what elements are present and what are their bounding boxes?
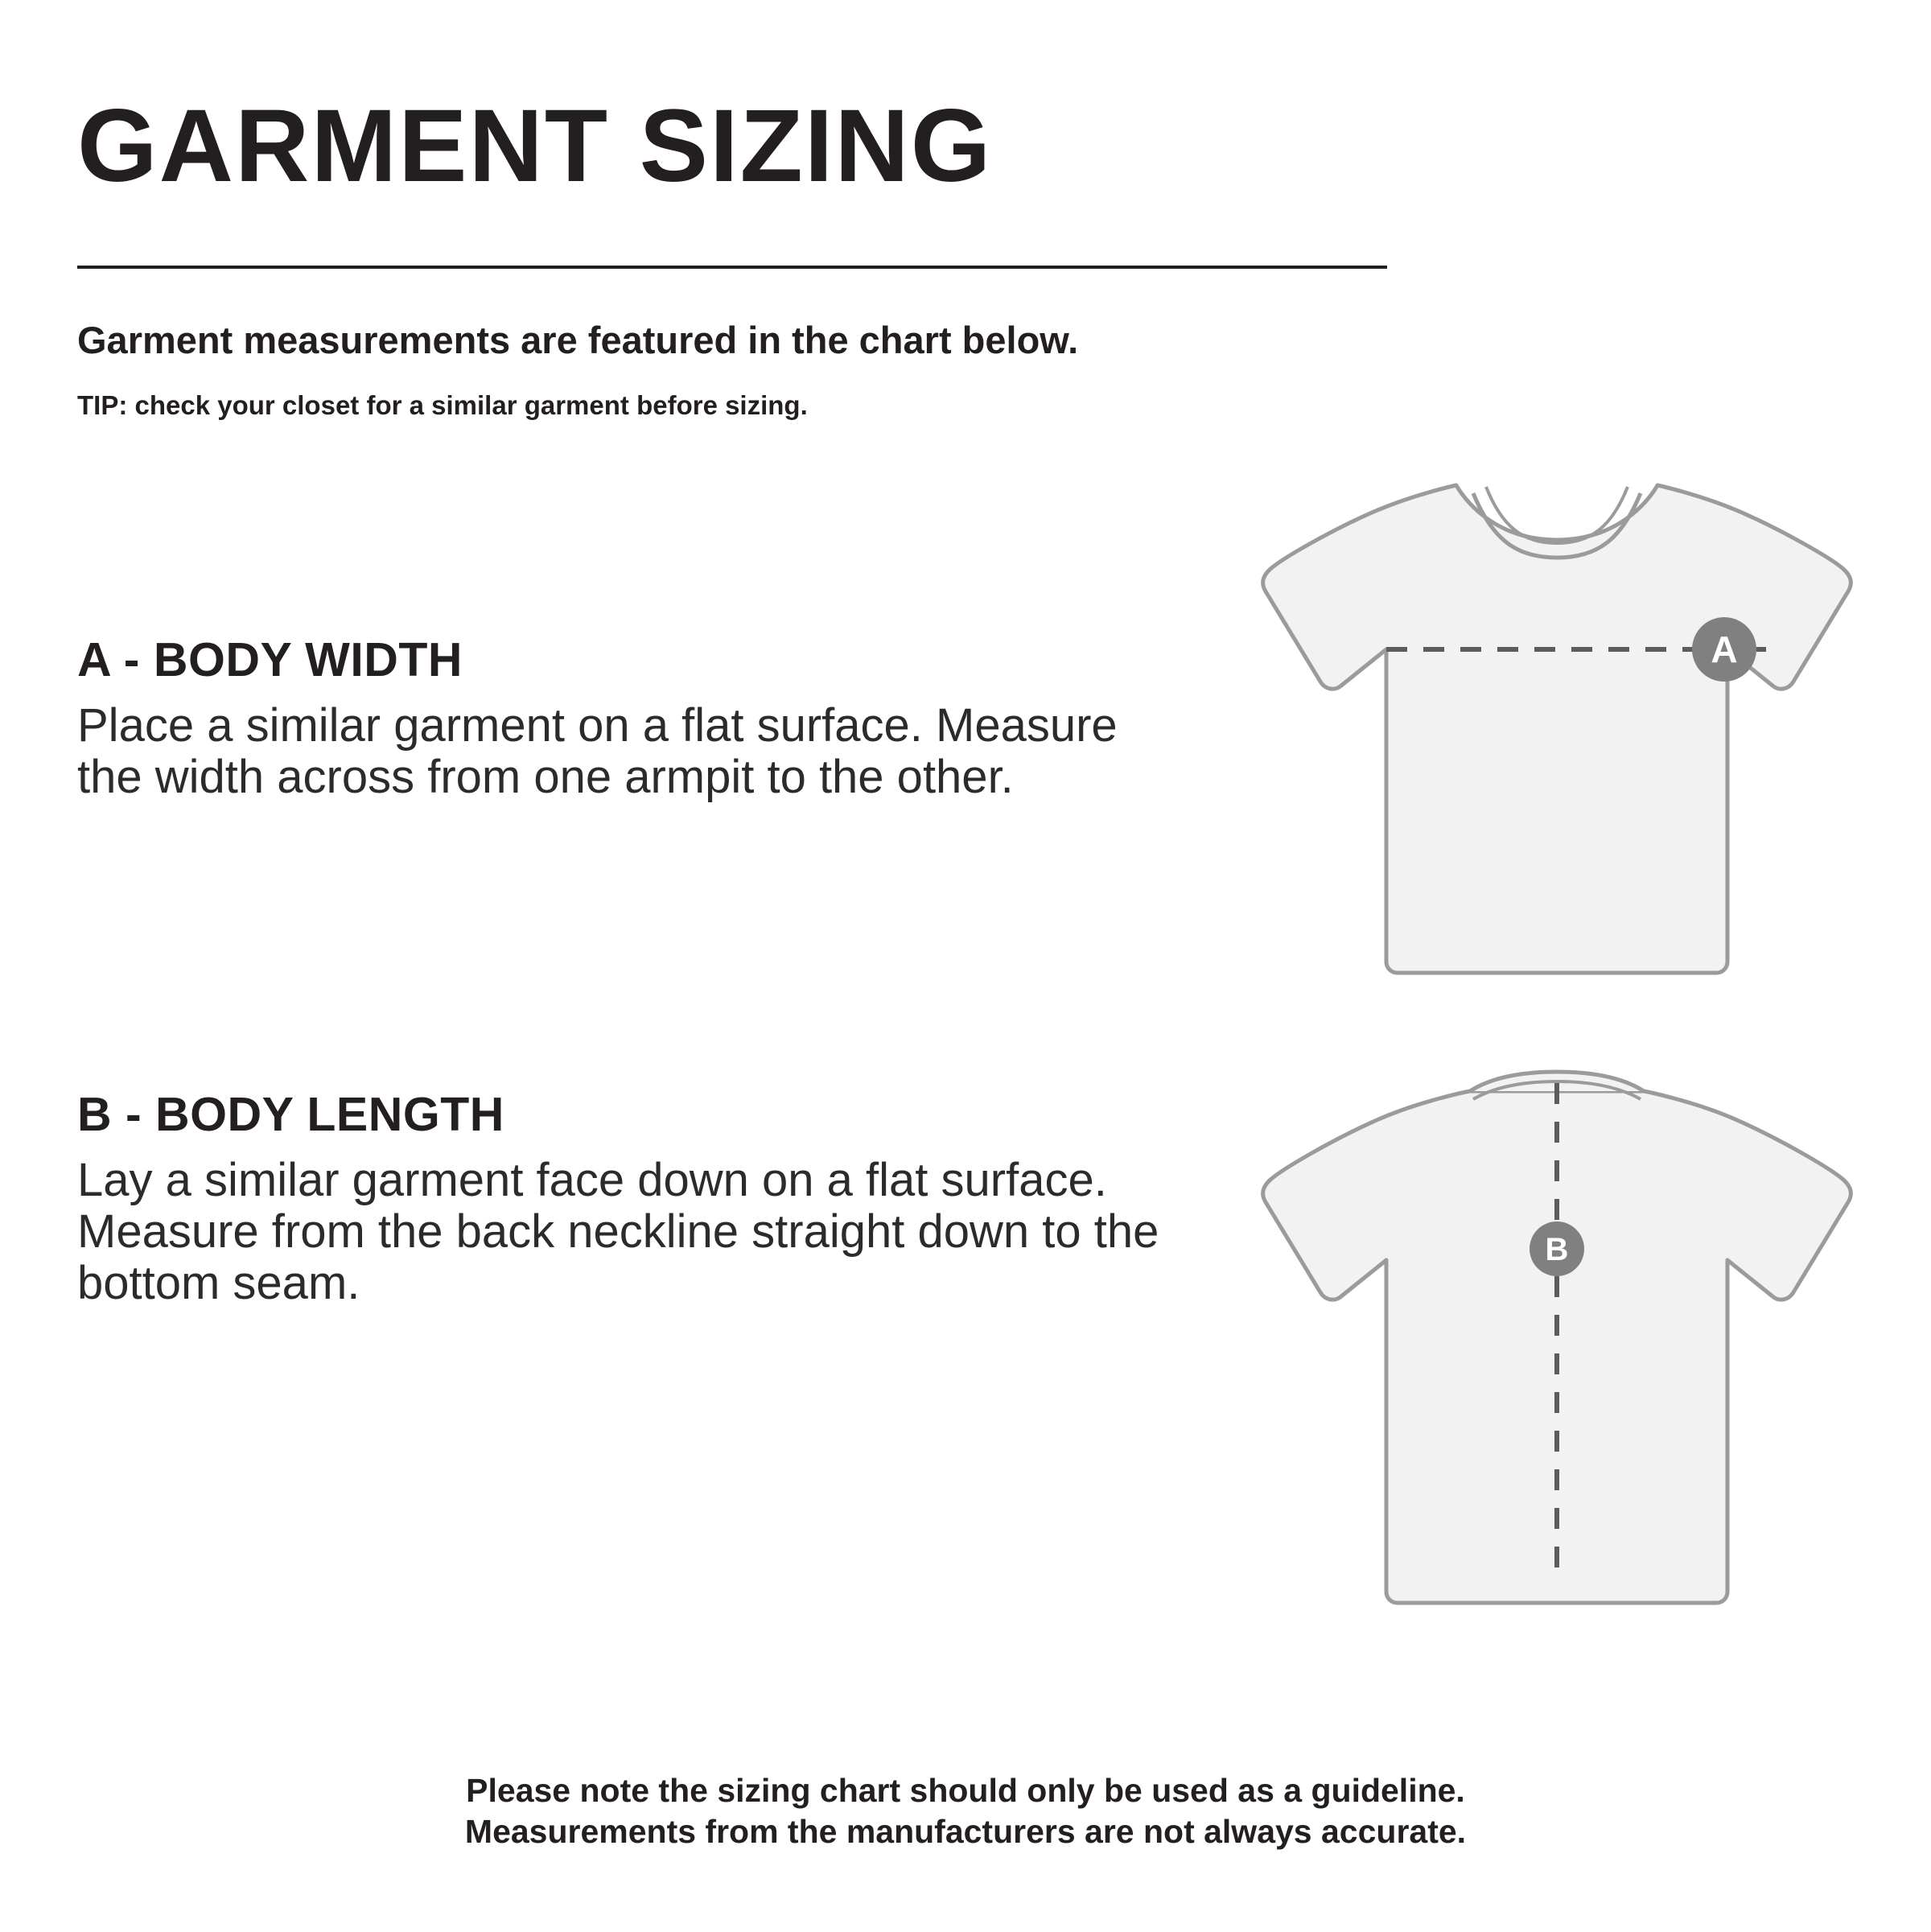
- sizing-tip: TIP: check your closet for a similar garment before sizing.: [77, 390, 808, 420]
- measurement-description-a: Place a similar garment on a flat surface. Measure the width across from one armpit to the other.: [77, 698, 1118, 803]
- tshirt-back-icon: [1251, 1062, 1863, 1629]
- page-subtitle: Garment measurements are featured in the chart below.: [77, 319, 1079, 361]
- measurement-heading-a: A - BODY WIDTH: [77, 633, 463, 686]
- badge-b-label: B: [1545, 1232, 1569, 1267]
- page-title: GARMENT SIZING: [77, 89, 993, 204]
- badge-a-label: A: [1711, 628, 1738, 670]
- tshirt-front-icon: [1251, 463, 1863, 998]
- title-divider: [77, 266, 1387, 269]
- measurement-block-body-width: [77, 633, 1220, 803]
- footer-line-2: Measurements from the manufacturers are not always accurate.: [464, 1813, 1467, 1851]
- footer-note: [0, 1770, 1931, 1853]
- measurement-heading-b: B - BODY LENGTH: [77, 1088, 504, 1141]
- footer-line-1: Please note the sizing chart should only be used as a guideline.: [466, 1772, 1465, 1809]
- measurement-block-body-length: [77, 1090, 1220, 1308]
- measurement-description-b: Lay a similar garment face down on a flat surface. Measure from the back neckline straight down to the bottom seam.: [77, 1153, 1159, 1309]
